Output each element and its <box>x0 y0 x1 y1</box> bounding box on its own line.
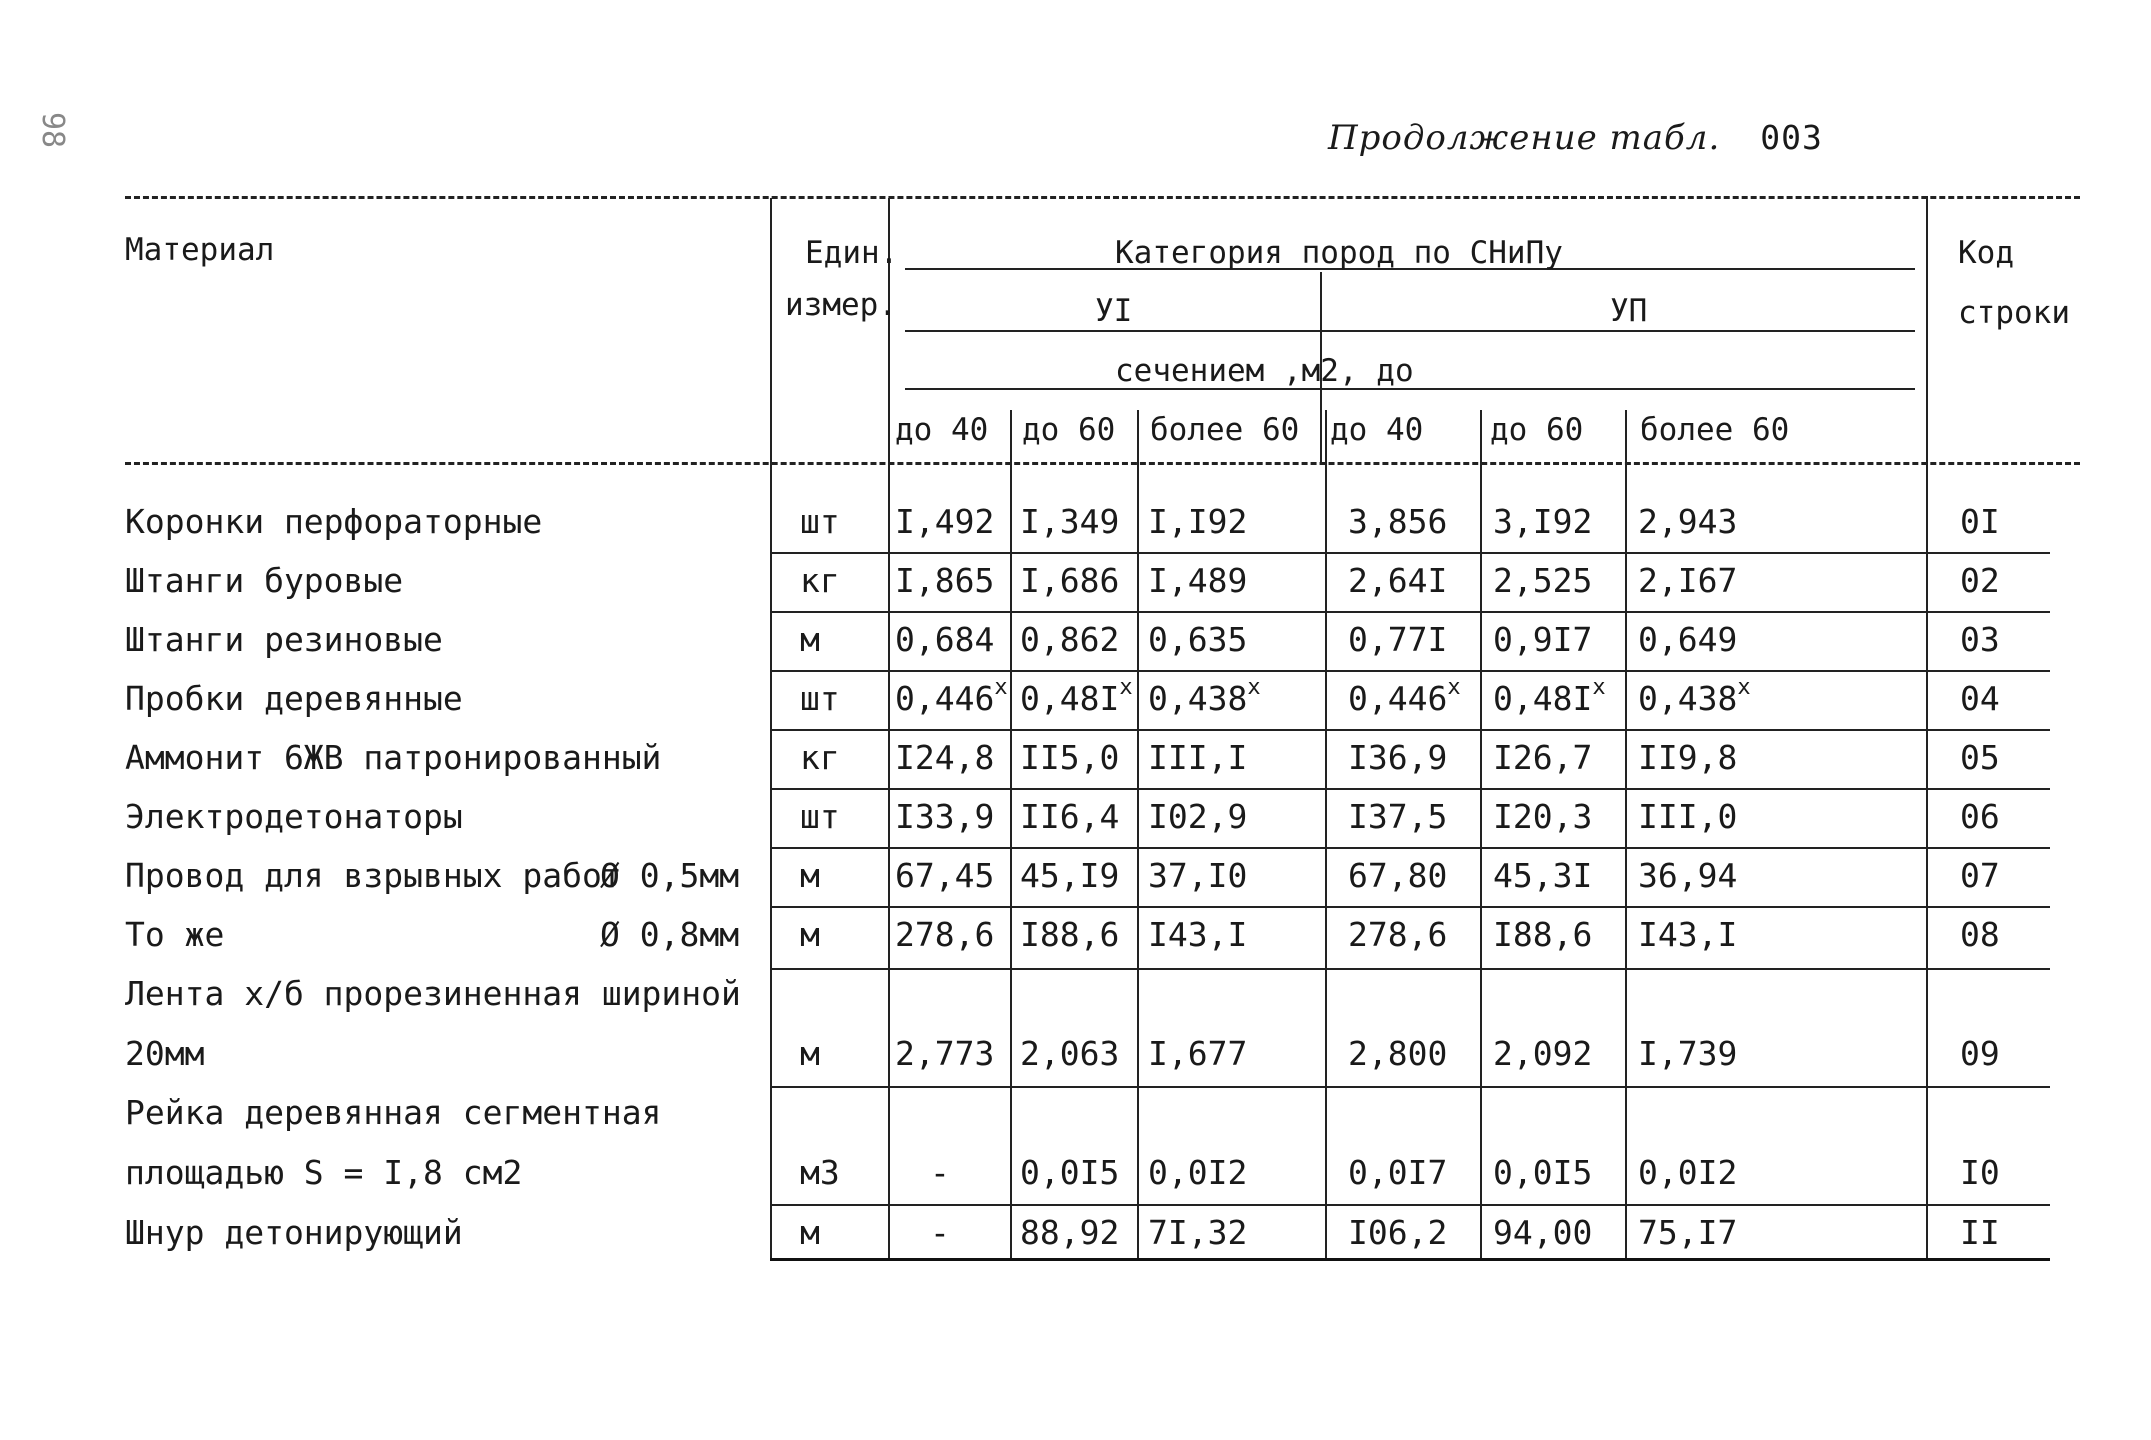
col-divider-1 <box>1010 410 1012 1258</box>
row-code: 02 <box>1960 561 2000 600</box>
row-value: I24,8 <box>895 738 995 777</box>
row-separator <box>770 847 2050 849</box>
row-value: I26,7 <box>1493 738 1593 777</box>
row-value: 2,063 <box>1020 1034 1120 1073</box>
row-value: I37,5 <box>1348 797 1448 836</box>
row-value: - <box>930 1213 950 1252</box>
col-divider-5 <box>1625 410 1627 1258</box>
row-unit: шт <box>800 797 840 836</box>
footnote-mark: х <box>1247 675 1261 700</box>
header-code-2: строки <box>1958 295 2070 331</box>
row-code: 07 <box>1960 856 2000 895</box>
row-value: I,349 <box>1020 502 1120 541</box>
row-value: I02,9 <box>1148 797 1248 836</box>
row-value: 0,0I5 <box>1493 1153 1593 1192</box>
row-value: 67,80 <box>1348 856 1448 895</box>
row-value: 0,0I7 <box>1348 1153 1448 1192</box>
row-separator <box>770 1086 2050 1088</box>
row-value: I,686 <box>1020 561 1120 600</box>
footnote-mark: х <box>1592 675 1606 700</box>
row-unit: шт <box>800 679 840 718</box>
sub-column-header: до 60 <box>1490 412 1584 448</box>
row-unit: м <box>800 620 820 659</box>
row-value: I33,9 <box>895 797 995 836</box>
row-value: 94,00 <box>1493 1213 1593 1252</box>
row-value: 0,862 <box>1020 620 1120 659</box>
row-value: I,739 <box>1638 1034 1738 1073</box>
row-value: $0,48I^х$ <box>1020 675 1133 718</box>
row-value: $0,48I^х$ <box>1493 675 1606 718</box>
row-separator <box>770 906 2050 908</box>
table-number: 003 <box>1760 118 1823 157</box>
row-separator <box>770 1258 2050 1261</box>
row-value: I,677 <box>1148 1034 1248 1073</box>
header-code-1: Код <box>1958 235 2014 271</box>
footnote-mark: х <box>994 675 1008 700</box>
row-separator <box>770 968 2050 970</box>
row-material-name: Электродетонаторы <box>125 797 463 836</box>
row-material-name: Коронки перфораторные <box>125 502 543 541</box>
row-value: 0,0I5 <box>1020 1153 1120 1192</box>
row-value: 7I,32 <box>1148 1213 1248 1252</box>
row-value: 37,I0 <box>1148 856 1248 895</box>
row-value: I20,3 <box>1493 797 1593 836</box>
table-caption <box>1328 118 1823 158</box>
col-divider-3 <box>1325 410 1327 1258</box>
row-value: 36,94 <box>1638 856 1738 895</box>
row-value: 45,I9 <box>1020 856 1120 895</box>
row-code: 04 <box>1960 679 2000 718</box>
sub-column-header: до 40 <box>895 412 989 448</box>
row-value: II5,0 <box>1020 738 1120 777</box>
row-value: I06,2 <box>1348 1213 1448 1252</box>
row-value: 2,092 <box>1493 1034 1593 1073</box>
row-value: 2,64I <box>1348 561 1448 600</box>
row-material-spec: Ø 0,5мм <box>600 856 740 895</box>
row-value: 0,9I7 <box>1493 620 1593 659</box>
row-code: 08 <box>1960 915 2000 954</box>
caption-text: Продолжение табл. <box>1328 118 1721 158</box>
row-value: $0,438^х$ <box>1638 675 1751 718</box>
row-value: 0,684 <box>895 620 995 659</box>
row-code: 03 <box>1960 620 2000 659</box>
sub-column-header: более 60 <box>1150 412 1300 448</box>
row-code: 05 <box>1960 738 2000 777</box>
row-value: II9,8 <box>1638 738 1738 777</box>
row-value: 0,649 <box>1638 620 1738 659</box>
page-number: 98 <box>35 112 70 149</box>
row-value: 2,525 <box>1493 561 1593 600</box>
row-value: 75,I7 <box>1638 1213 1738 1252</box>
row-unit: кг <box>800 561 840 600</box>
row-material-name: Провод для взрывных работ <box>125 856 622 895</box>
row-separator <box>770 670 2050 672</box>
row-separator <box>770 611 2050 613</box>
row-value: III,I <box>1148 738 1248 777</box>
row-value: 0,0I2 <box>1638 1153 1738 1192</box>
col-divider-2 <box>1137 410 1139 1258</box>
row-material-name: Пробки деревянные <box>125 679 463 718</box>
header-category: Категория пород по СНиПу <box>1115 235 1563 271</box>
row-value: I,I92 <box>1148 502 1248 541</box>
row-value: I,865 <box>895 561 995 600</box>
row-material-name: То же <box>125 915 225 954</box>
row-value: I88,6 <box>1493 915 1593 954</box>
header-cat-b: УП <box>1610 293 1648 329</box>
sub-column-header: более 60 <box>1640 412 1790 448</box>
row-code: I0 <box>1960 1153 2000 1192</box>
row-code: 06 <box>1960 797 2000 836</box>
row-code: 0I <box>1960 502 2000 541</box>
row-value: 88,92 <box>1020 1213 1120 1252</box>
header-unit-1: Един. <box>805 235 899 271</box>
row-value: $0,438^х$ <box>1148 675 1261 718</box>
row-value: 0,0I2 <box>1148 1153 1248 1192</box>
row-code: II <box>1960 1213 2000 1252</box>
row-material-name: Лента х/б прорезиненная шириной <box>125 974 741 1013</box>
col-divider-values <box>888 198 890 1258</box>
row-code: 09 <box>1960 1034 2000 1073</box>
row-material-name: Штанги буровые <box>125 561 404 600</box>
footnote-mark: х <box>1737 675 1751 700</box>
row-value: 2,I67 <box>1638 561 1738 600</box>
row-separator <box>770 729 2050 731</box>
header-bottom-rule <box>125 462 2080 465</box>
row-unit: м <box>800 1034 820 1073</box>
row-unit: м3 <box>800 1153 840 1192</box>
row-value: I43,I <box>1148 915 1248 954</box>
row-value: I36,9 <box>1348 738 1448 777</box>
row-material-name: Штанги резиновые <box>125 620 443 659</box>
row-value: - <box>930 1153 950 1192</box>
row-value: 0,77I <box>1348 620 1448 659</box>
row-value: 2,800 <box>1348 1034 1448 1073</box>
row-separator <box>770 788 2050 790</box>
row-material-name: Рейка деревянная сегментная <box>125 1093 662 1132</box>
subcategory-underline <box>905 330 1915 332</box>
row-material-name-line2: 20мм <box>125 1034 205 1073</box>
row-value: 67,45 <box>895 856 995 895</box>
row-unit: кг <box>800 738 840 777</box>
header-section: сечением ,м2, до <box>1115 353 1414 389</box>
row-separator <box>770 1204 2050 1206</box>
sub-column-header: до 60 <box>1022 412 1116 448</box>
row-value: 278,6 <box>1348 915 1448 954</box>
col-divider-unit <box>770 198 772 1258</box>
row-unit: шт <box>800 502 840 541</box>
row-value: I88,6 <box>1020 915 1120 954</box>
header-cat-a: УI <box>1095 293 1133 329</box>
row-value: 278,6 <box>895 915 995 954</box>
row-value: $0,446^х$ <box>1348 675 1461 718</box>
row-material-spec: Ø 0,8мм <box>600 915 740 954</box>
row-unit: м <box>800 915 820 954</box>
row-material-name-line2: площадью S = I,8 см2 <box>125 1153 523 1192</box>
row-value: I,492 <box>895 502 995 541</box>
row-separator <box>770 552 2050 554</box>
footnote-mark: х <box>1447 675 1461 700</box>
row-material-name: Аммонит 6ЖВ патронированный <box>125 738 662 777</box>
row-material-name: Шнур детонирующий <box>125 1213 463 1252</box>
row-value: 2,773 <box>895 1034 995 1073</box>
col-divider-code <box>1926 196 1928 1258</box>
row-value: 3,856 <box>1348 502 1448 541</box>
footnote-mark: х <box>1119 675 1133 700</box>
row-value: $0,446^х$ <box>895 675 1008 718</box>
row-value: 45,3I <box>1493 856 1593 895</box>
header-unit-2: измер. <box>785 287 897 323</box>
row-value: I,489 <box>1148 561 1248 600</box>
row-unit: м <box>800 856 820 895</box>
sub-column-header: до 40 <box>1330 412 1424 448</box>
row-value: 0,635 <box>1148 620 1248 659</box>
top-rule <box>125 196 2080 199</box>
row-value: 2,943 <box>1638 502 1738 541</box>
row-unit: м <box>800 1213 820 1252</box>
row-value: 3,I92 <box>1493 502 1593 541</box>
header-material: Материал <box>125 232 275 268</box>
row-value: I43,I <box>1638 915 1738 954</box>
row-value: III,0 <box>1638 797 1738 836</box>
row-value: II6,4 <box>1020 797 1120 836</box>
col-divider-4 <box>1480 410 1482 1258</box>
